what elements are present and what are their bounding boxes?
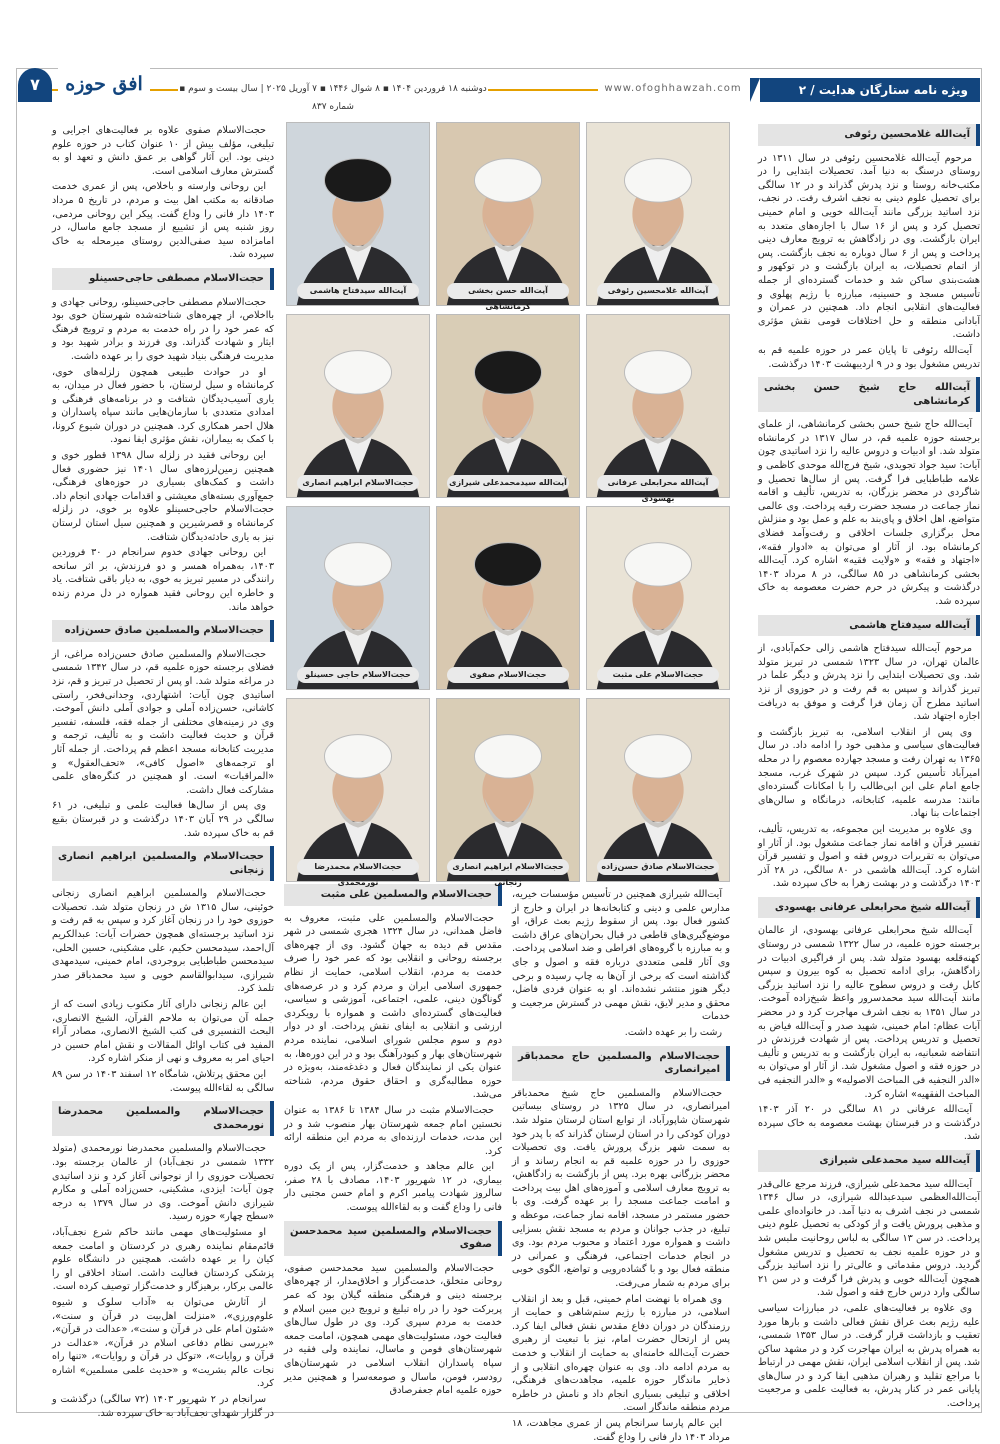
page-header xyxy=(18,73,980,112)
portrait-photo xyxy=(286,122,430,306)
site-url[interactable]: www.ofoghhawzah.com xyxy=(598,80,748,98)
bio-paragraph: حجت‌الاسلام والمسلمین علی مثبت، معروف به فاضل همدانی، در سال ۱۳۲۴ هجری شمسی در شهر مقدس قم دیده به جهان گشود. وی از چهره‌های برجسته روحانی و انقلابی بود که عمر خود را صرف خدمت به مردم، انقلاب اسلامی، حمایت از نظام جمهوری اسلامی ایران و مردم کرد و در عرصه‌های گوناگون دینی، علمی، اجتماعی، آموزشی و سیاسی، فعالیت‌های گسترده‌ای داشت و همواره با رویکردی ارزشی و انقلابی به ایفای نقش پرداخت. او در دوار دوم و سوم مجلس شورای اسلامی، نماینده مردم شهرستان‌های بهار و کبودرآهنگ بود و در این دوره‌ها، به عنوان یکی از نمایندگان فعال و دغدغه‌مند، به‌ویژه در حوزه مطالبه‌گری و احقاق حقوق مردم، شناخته می‌شد. xyxy=(284,912,502,1101)
bio-paragraph: حجت‌الاسلام مصطفی حاجی‌حسینلو، روحانی جهادی و بااخلاص، از چهره‌های شناخته‌شده شهرستان خوی بود که عمر خود را در راه خدمت به مردم و ترویج فرهنگ ایثار و شهادت گذراند. وی فرزند و برادر شهید بود و مدیریت فرهنگی بنیاد شهید خوی را بر عهده داشت. xyxy=(52,296,274,362)
portrait-photo xyxy=(436,122,580,311)
photo-caption: حجت‌الاسلام حاجی حسینلو xyxy=(297,667,419,683)
bio-paragraph: حجت‌الاسلام والمسلمین محمدرضا نورمحمدی (متولد ۱۳۳۲ شمسی در نجف‌آباد) از عالمان برجسته بود. تحصیلات حوزوی را از نوجوانی آغاز کرد و نزد اساتیدی چون آیات: ایزدی، مشکینی، حسن‌زاده آملی و مکارم شیرازی دانش آموخت. وی در سال ۱۳۷۹ به درجه «سطح چهار» حوزه رسید. xyxy=(52,1143,274,1223)
bio-paragraph: حجت‌الاسلام مثبت در سال ۱۳۸۴ تا ۱۳۸۶ به عنوان نخستین امام جمعه شهرستان بهار منصوب شد و در این مدت، خدمات ارزنده‌ای به مردم این منطقه ارائه کرد. xyxy=(284,1104,502,1157)
bio-paragraph: آیت‌الله رئوفی تا پایان عمر در حوزه علمیه قم به تدریس مشغول بود و در ۹ اردیبهشت ۱۴۰۳ درگذشت. xyxy=(758,344,980,370)
bio-title: حجت‌الاسلام والمسلمین حاج محمدباقر امیرانصاری xyxy=(512,1046,730,1081)
bio-paragraph: آیت‌الله شیرازی همچنین در تأسیس مؤسسات خیریه، مدارس علمی و دینی و کتابخانه‌ها در ایران و خارج از کشور فعال بود. پس از سقوط رژیم بعث عراق، او موضع‌گیری‌های قاطعی در قبال بحران‌های عراق داشت و به مبارزه با گروه‌های افراطی و ضد اسلامی پرداخت. وی آثار قلمی متعددی درباره فقه و اصول و جای گذاشته است که برخی از آن‌ها به چاپ رسیده و برخی دیگر هنوز منتشر نشده‌اند. او به عنوان فردی فاضل، محقق و مدیر لایق، نقش مهمی در گسترش مرجعیت و خدمات xyxy=(512,889,730,1023)
bio-title: آیت‌الله حاج شیخ حسن بخشی کرمانشاهی xyxy=(758,377,980,412)
photo-caption: آیت‌الله محرابعلی عرفانی بهسودی xyxy=(597,475,719,491)
portrait-photo xyxy=(586,506,730,690)
bio-paragraph: این روحانی فقید در زلزله سال ۱۳۹۸ قطور خوی و همچنین زمین‌لرزه‌های سال ۱۴۰۱ نیز حضوری فعال داشت و کمک‌های بسیاری در حوزه‌های فرهنگی، جمع‌آوری بسته‌های معیشتی و اقدامات جهادی انجام داد. حجت‌الاسلام حاجی‌حسینلو علاوه بر خوی، در زلزله کرمانشاه و قصرشیرین و همچنین سیل استان لرستان نیز به یاری حادثه‌دیدگان شتافت. xyxy=(52,450,274,543)
portrait-photo xyxy=(286,698,430,887)
column-4 xyxy=(52,124,274,1419)
photo-caption: آیت‌الله حسن بخشی کرمانشاهی xyxy=(447,283,569,299)
photo-caption: حجت‌الاسلام ابراهیم انصاری xyxy=(297,475,419,491)
bio-paragraph: وی پس از انقلاب اسلامی، به تبریز بازگشت و فعالیت‌های سیاسی و مذهبی خود را ادامه داد. در سال ۱۳۶۵ به تهران رفت و مسجد جهارده معصوم را در محله امیرآباد تأسیس کرد. سپس در شهرک غرب، مسجد جامع امام علی ابن ابی‌طالب را با امکانات گسترده‌ای مانند: مدرسه علمیه، کتابخانه، درمانگاه و سالن‌های اجتماعات بنا نهاد. xyxy=(758,726,980,820)
bio-paragraph: آیت‌الله شیخ محرابعلی عرفانی بهسودی، از عالمان برجسته حوزه علمیه، در سال ۱۳۲۲ شمسی در روستای کهنه‌قلعه بهسود متولد شد. پس از فراگیری ادبیات در زادگاهش، برای ادامه تحصیل به کوه بیرون و سپس کابل رفت و دروس سطوح عالیه را نزد اساتید بزرگی مانند آیت‌الله سید محمدسرور واعظ شیخ‌زاده آموخت. در سال ۱۳۵۱ به نجف اشرف مهاجرت کرد و در محضر آیات عظام: امام خمینی، شهید صدر و آیت‌الله فیاض به تحصیل و تدریس پرداخت. پس از شهادت فرزندش در انتفاضه شعبانیه، به ایران بازگشت و به تدریس و تألیف در حوزه فقه و اصول مشغول شد. از آثار او می‌توان به «الدر النجفیه فی المباحث الاصولیه» و «الدر النجفیه فی المباحث الفقهیه» اشاره کرد. xyxy=(758,925,980,1100)
bio-paragraph: وی پس از سال‌ها فعالیت علمی و تبلیغی، در ۶۱ سالگی در ۲۹ آبان ۱۴۰۳ درگذشت و در قبرستان بقیع قم به خاک سپرده شد. xyxy=(52,800,274,839)
bio-title: آیت‌الله غلامحسین رئوفی xyxy=(758,124,980,146)
bio-title: آیت‌الله سید محمدعلی شیرازی xyxy=(758,1150,980,1172)
bio-paragraph: وی علاوه بر فعالیت‌های علمی، در مبارزات سیاسی علیه رژیم بعث عراق نقش فعالی داشت و بارها مورد تعقیب و بازداشت قرار گرفت. در سال ۱۳۵۳ شمسی، به همراه پدرش به ایران مهاجرت کرد و در مشهد ساکن شد. پس از انقلاب اسلامی ایران، نقش مهمی در ارتباط با مراجع تقلید و رهبران مذهبی ایفا کرد و در سال‌های پایانی عمر در کنار پدرش، به فعالیت علمی و مرجعیت پرداخت. xyxy=(758,1302,980,1410)
bio-title: حجت‌الاسلام والمسلمین محمدرضا نورمحمدی xyxy=(52,1101,274,1136)
portrait-photo xyxy=(436,698,580,887)
column-2 xyxy=(512,888,730,1443)
photo-caption: آیت‌الله غلامحسین رئوفی xyxy=(597,283,719,299)
portrait-photo xyxy=(586,122,730,306)
bio-title: حجت‌الاسلام والمسلمین صادق حسن‌زاده xyxy=(52,620,274,642)
bio-paragraph: حجت‌الاسلام والمسلمین صادق حسن‌زاده مراغی، از فضلای برجسته حوزه علمیه قم، در سال ۱۳۴۲ شمسی در مراغه متولد شد. او پس از تحصیل در تبریز و قم، نزد اساتیدی چون آیات: اشتهاردی، وجدانی‌فخر، راستی کاشانی، حسن‌زاده آملی و جوادی آملی دانش آموخت. وی در زمینه‌های مختلفی از جمله فقه، فلسفه، تفسیر قرآن و حدیث فعالیت داشت و به تألیف، ترجمه و مدیریت کتابخانه مسجد اعظم قم پرداخت. از جمله آثار او ترجمه‌های «اصول کافی»، «تحف‌العقول» و «المراقبات» است. او همچنین در کنگره‌های علمی مشارکت فعال داشت. xyxy=(52,648,274,796)
bio-title: حجت‌الاسلام مصطفی حاجی‌حسینلو xyxy=(52,268,274,290)
bio-paragraph: وی علاوه بر مدیریت این مجموعه، به تدریس، تألیف، تفسیر قرآن و اقامه نماز جماعت مشغول بود. از آثار او می‌توان به تقریرات دروس فقه و اصول و تفسیر قرآن اشاره کرد. آیت‌الله هاشمی در ۸۰ سالگی، در ۲۸ آذر ۱۴۰۳ درگذشت و در بهشت زهرا به خاک سپرده شد. xyxy=(758,823,980,890)
photo-caption: حجت‌الاسلام محمدرضا نورمحمدی xyxy=(297,859,419,875)
portrait-photo xyxy=(586,698,730,882)
bio-paragraph: حجت‌الاسلام والمسلمین ابراهیم انصاری زنجانی خوئینی، سال ۱۳۱۵ ش در زنجان متولد شد. تحصیلات حوزوی خود را در زنجان آغاز کرد و سپس به قم رفت و نزد اساتید برجسته‌ای همچون حضرات آیات: عبدالکریم آل‌احمد، سیدمحسن حکیم، علی مشکینی، حسین الحلی، سیدمحسن طباطبایی بروجردی، امام خمینی، سیدمهدی شیرازی، سیدابوالقاسم خویی و سید محمدباقر صدر تلمذ کرد. xyxy=(52,888,274,995)
photo-caption: حجت‌الاسلام صفوی xyxy=(447,667,569,683)
bio-paragraph: حجت‌الاسلام صفوی علاوه بر فعالیت‌های اجرایی و تبلیغی، مؤلف بیش از ۱۰ عنوان کتاب در حوزه علوم دینی بود. این آثار گواهی بر عمق دانش و تعهد او به گسترش معارف اسلامی است. xyxy=(52,125,274,177)
bio-paragraph: این روحانی وارسته و باخلاص، پس از عمری خدمت صادقانه به مکتب اهل بیت و مردم، در تاریخ ۵ مرداد ۱۴۰۳ دار فانی را وداع گفت. پیکر این روحانی مردمی، روز شنبه پس از تشییع از مسجد جامع ماسال، در امامزاده سید صفی‌الدین روستای میرمحله به خاک سپرده شد. xyxy=(52,181,274,261)
bio-paragraph: او در حوادث طبیعی همچون زلزله‌های خوی، کرمانشاه و سیل لرستان، با حضور فعال در میدان، به یاری آسیب‌دیدگان شتافت و در برنامه‌های فرهنگی و امدادی متعددی با سازمان‌هایی مانند سپاه پاسداران و هلال احمر همکاری کرد. همچنین در دوران شیوع کرونا، با کمک به بیماران، نقش مؤثری ایفا نمود. xyxy=(52,366,274,446)
section-title: ویژه نامه ستارگان هدایت / ۲ xyxy=(760,78,980,102)
bio-paragraph: این عالم مجاهد و خدمت‌گزار، پس از یک دوره بیماری، در ۱۲ شهریور ۱۴۰۳، مصادف با ۲۸ صفر، سالروز شهادت پیامبر اکرم و امام حسن مجتبی دار فانی را وداع گفت و به لقاءالله پیوست. xyxy=(284,1161,502,1214)
bio-paragraph: مرحوم آیت‌الله سیدفتاح هاشمی زالی حکم‌آبادی، از عالمان تهران، در سال ۱۳۲۳ شمسی در تبریز متولد شد. وی تحصیلات ابتدایی را نزد پدرش و دیگر علما در تبریز گذراند و سپس به قم رفت و در حوزوی از نزد اساتید مطرح آن زمان فرا گرفت و موفق به دریافت اجازه اجتهاد شد. xyxy=(758,643,980,723)
bio-paragraph: آیت‌الله حاج شیخ حسن بخشی کرمانشاهی، از علمای برجسته حوزه علمیه قم، در سال ۱۳۱۷ در کرمانشاه متولد شد. او ادبیات و دروس عالیه را نزد اساتیدی چون آیات: سید جواد تجویدی، شیخ فرج‌الله موحدی کاظمی و علامه طباطبایی فرا گرفت. پس از سال‌ها تحصیل و شاگردی در محضر بزرگان، به تدریس، تألیف و اقامه نماز جماعت در مسجد حضرت رقیه پرداخت. وی عالمی متواضع، اهل اخلاق و پای‌بند به علم و عمل بود و منزلش محل برگزاری جلسات اخلاقی و رفت‌وآمد فضلای کرمانشاه بود. از آثار او می‌توان به «ادوار فقه»، «اجتهاد و فقه» و «ولایت فقیه» اشاره کرد. آیت‌الله بخشی کرمانشاهی در ۸۵ سالگی، در ۸ مرداد ۱۴۰۳ درگذشت و پیکرش در حرم حضرت معصومه به خاک سپرده شد. xyxy=(758,419,980,607)
bio-paragraph: آیت‌الله سید محمدعلی شیرازی، فرزند مرجع عالی‌قدر آیت‌الله‌العظمی سیدعبدالله شیرازی، در سال ۱۳۴۶ شمسی در نجف اشرف به دنیا آمد. در خانواده‌ای علمی و مذهبی پرورش یافت و از کودکی به تحصیل علوم دینی پرداخت. در سن ۱۳ سالگی به لباس روحانیت ملبس شد و در حوزه علمیه نجف به تحصیل و تدریس مشغول گردید. دروس مقدماتی و عالی‌تر را نزد اساتید بزرگی همچون آیت‌الله خویی و پدرش فرا گرفت و در سن ۲۱ سالگی وارد درس خارج فقه و اصول شد. xyxy=(758,1178,980,1299)
bio-paragraph: وی همراه با نهضت امام خمینی، قبل و بعد از انقلاب اسلامی، در مبارزه با رژیم ستم‌شاهی و حمایت از رزمندگان در دوران دفاع مقدس نقش فعالی ایفا کرد. پس از ارتحال حضرت امام، نیز با تبعیت از رهبری حضرت آیت‌الله خامنه‌ای به حمایت از انقلاب و خدمت به مردم ادامه داد. وی به عنوان چهره‌ای انقلابی و از ذخایر ماندگار حوزه علمیه، مجاهدت‌های فرهنگی، اخلاقی و تبلیغی بسیاری انجام داد و نامش در خاطره مردم منطقه ماندگار است. xyxy=(512,1293,730,1414)
portrait-photo xyxy=(436,314,580,498)
bio-title: حجت‌الاسلام والمسلمین سید محمدحسن صفوی xyxy=(284,1221,502,1256)
bio-paragraph: رشت را بر عهده داشت. xyxy=(624,1026,722,1038)
page-number: ۷ xyxy=(18,68,52,102)
photo-caption: آیت‌الله سیدمحمدعلی شیرازی xyxy=(447,475,569,491)
newspaper-logo: افق حوزه xyxy=(58,64,150,104)
bio-paragraph: این محقق پرتلاش، شامگاه ۱۲ اسفند ۱۴۰۳ در سن ۸۹ سالگی به لقاءالله پیوست. xyxy=(52,1069,274,1094)
photo-caption: حجت‌الاسلام صادق حسن‌زاده xyxy=(597,859,719,875)
column-1 xyxy=(758,124,981,1410)
bio-paragraph: از آثارش می‌توان به «آداب سلوک و شیوه علوم‌ورزی»، «منزلت اهل‌بیت در قرآن و سنت»، «شئون امام علی در قرآن و سنت»، «عدالت در قرآن»، «بررسی نظام دفاعی اسلام در قرآن»، «عدالت در قرآن و روایات»، «توکل در قرآن و روایات»، «تنها راه نجات عالم بشریت» و «حدیث علمی مسلمین» اشاره کرد. xyxy=(52,1296,274,1390)
portrait-photo xyxy=(286,506,430,690)
portrait-photo xyxy=(286,314,430,498)
bio-paragraph: سرانجام در ۲ شهریور ۱۴۰۳ (۷۲ سالگی) درگذشت و در گلزار شهدای نجف‌آباد به خاک سپرده شد. xyxy=(52,1394,274,1419)
bio-paragraph: حجت‌الاسلام والمسلمین سید محمدحسن صفوی، روحانی متخلق، خدمت‌گزار و اخلاق‌مدار، از چهره‌های برجسته دینی و فرهنگی منطقه گیلان بود که عمر پربرکت خود را در راه تبلیغ و ترویج دین مبین اسلام و خدمت به مردم سپری کرد. وی در طول سال‌های فعالیت خود، مسئولیت‌های مهمی همچون، امامت جمعه شهرستان‌های فومن و ماسال، نماینده ولی فقیه در سپاه پاسداران انقلاب اسلامی در شهرستان‌های رودسر، فومن، ماسال و صومعه‌سرا و همچنین مدیر حوزه علمیه امام جعفرصادق xyxy=(284,1262,502,1397)
bio-paragraph: او مسئولیت‌های مهمی مانند حاکم شرع نجف‌آباد، قائم‌مقام نماینده رهبری در کردستان و امامت جمعه کیان را بر عهده داشت. همچنین در دانشگاه علوم پزشکی کردستان فعالیت داشت. استاد اخلاقی او را عالمی برکار، برهیزگار و خدمت‌گزار توصیف کرده است. xyxy=(52,1226,274,1293)
portrait-photo xyxy=(586,314,730,503)
bio-title: حجت‌الاسلام والمسلمین ابراهیم انصاری زنجانی xyxy=(52,846,274,881)
bio-paragraph: این روحانی جهادی خدوم سرانجام در ۳۰ فروردین ۱۴۰۳، به‌همراه همسر و دو فرزندش، بر اثر سانحه رانندگی در مسیر تبریز به خوی، به دیار باقی شتافت. یاد و خاطره این روحانی فقید همواره در دل مردم زنده خواهد ماند. xyxy=(52,547,274,613)
bio-title: آیت‌الله شیخ محرابعلی عرفانی بهسودی xyxy=(758,897,980,919)
bio-title: حجت‌الاسلام والمسلمین علی مثبت xyxy=(284,884,502,906)
bio-paragraph: آیت‌الله عرفانی در ۸۱ سالگی در ۲۰ آذر ۱۴۰۳ درگذشت و در قبرستان بهشت معصومه به خاک سپرده شد. xyxy=(758,1104,980,1143)
photo-caption: آیت‌الله سیدفتاح هاشمی xyxy=(297,283,419,299)
photo-caption: حجت‌الاسلام علی مثبت xyxy=(597,667,719,683)
photo-caption: حجت‌الاسلام ابراهیم انصاری زنجانی xyxy=(447,859,569,875)
bio-paragraph: این عالم پارسا سرانجام پس از عمری مجاهدت، ۱۸ مرداد ۱۴۰۳ دار فانی را وداع گفت. xyxy=(512,1417,730,1443)
bio-title: آیت‌الله سیدفتاح هاشمی xyxy=(758,615,980,637)
portrait-photo xyxy=(436,506,580,690)
issue-date: دوشنبه ۱۸ فروردین ۱۴۰۴ ▪ ۸ شوال ۱۴۴۶ ▪ ۷ آوریل ۲۰۲۵ | سال بیست و سوم ▪ شماره ۸۳۷ xyxy=(178,80,488,98)
bio-paragraph: مرحوم آیت‌الله غلامحسین رئوفی در سال ۱۳۱۱ در روستای درسنگ به دنیا آمد. تحصیلات ابتدایی را در مکتب‌خانه روستا و نزد پدرش گذراند و در ۱۲ سالگی برای تحصیل علوم دینی به نجف اشرف رفت. در نجف، نزد اساتید بزرگی مانند آیت‌الله خویی و امام خمینی تحصیل کرد و پس از ۱۶ سال با اجازه‌های متعدد به ایران بازگشت. وی در زادگاهش به ترویج معارف دینی پرداخت و پس از ۶ سال دوباره به نجف بازگشت. پس از اتمام تحصیلات، به ایران بازگشت و در توکهور و هشت‌بندی ساکن شد و خدمات گسترده‌ای از جمله تأسیس مسجد و حسینیه، مبارزه با رژیم پهلوی و فعالیت‌های انقلابی انجام داد. همچنین در عمران و آبادانی منطقه و حل اختلافات قومی نقش مؤثری داشت. xyxy=(758,152,981,341)
bio-paragraph: این عالم زنجانی دارای آثار مکتوب زیادی است که از جمله آن می‌توان به ملاحم القرآن، الشیخ الانصاری، البحث التفسیری فی کتب الشیخ الانصاری، مصادر آراء المفید فی کتاب اوائل المقالات و نقش امام حسین در احیای امر به معروف و نهی از منکر اشاره کرد. xyxy=(52,999,274,1065)
bio-paragraph: حجت‌الاسلام والمسلمین حاج شیخ محمدباقر امیرانصاری، در سال ۱۳۲۵ در روستای بیساتین شهرستان شاپورآباد، از توابع استان لرستان متولد شد. دوران کودکی را در استان لرستان گذراند که با پدر خود به سمت شهر بزرگ پرورش یافت. وی تحصیلات حوزوی را در حوزه علمیه قم به انجام رساند و از محضر بزرگانی بهره برد. پس از بازگشت به زادگاهش، به ترویج معارف اسلامی و آموزه‌های اهل بیت پرداخت و امامت جماعت مسجد را بر عهده گرفت. وی با حضور مستمر در مسجد، اقامه نماز جماعت، موعظه و تبلیغ، در جذب جوانان و مردم به مسجد نقش بسزایی داشت و همواره مورد اعتماد و محبوب مردم بود. وی در انجام خدمات اجتماعی، فرهنگی و عمرانی در منطقه فعال بود و با گشاده‌رویی و تواضع، الگوی خوبی برای مردم به شمار می‌رفت. xyxy=(512,1087,730,1290)
column-3 xyxy=(284,884,502,1397)
